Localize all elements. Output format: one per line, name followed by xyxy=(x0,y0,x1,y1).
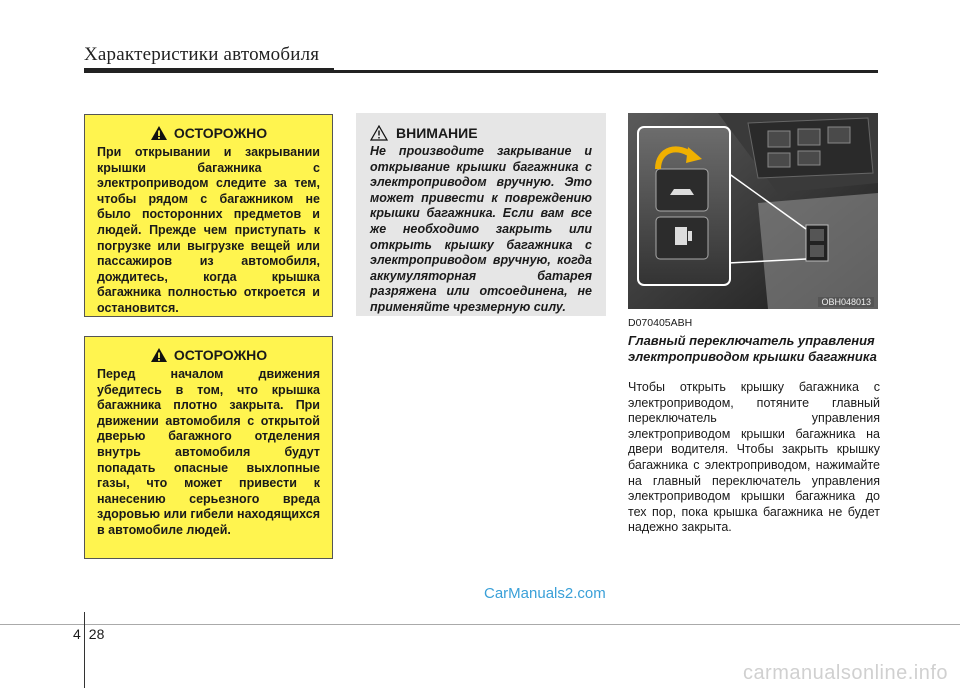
door-switch-photo xyxy=(628,113,878,309)
caution-text: Не производите закрывание и открывание крышки багажника с электроприводом вручную. Это может привести к повреждению крышки багажника. Если вам все же необходимо закрыть или открыть крышку багажника с электроприводом вручную, когда аккумуляторная батарея разряжена или отсоединена, не применяйте чрезмерную силу. xyxy=(370,144,592,314)
warning-triangle-icon xyxy=(150,125,168,141)
caution-triangle-icon xyxy=(370,125,388,141)
warning-triangle-icon xyxy=(150,347,168,363)
page-header-title: Характеристики автомобиля xyxy=(84,44,320,65)
page-number xyxy=(73,626,104,642)
warning-title-1 xyxy=(97,125,320,141)
page-number-value: 28 xyxy=(88,626,105,642)
caution-title xyxy=(370,125,592,141)
warning-title-text-1: ОСТОРОЖНО xyxy=(173,125,268,141)
warning-title-text-2: ОСТОРОЖНО xyxy=(173,347,268,363)
section-body: Чтобы открыть крышку багажника с электроприводом, потяните главный переключатель управления электроприводом крышки багажника на двери водителя. Чтобы закрыть крышку багажника с электроприводом, нажимайте на главный переключатель управления электроприводом крышки багажника до тех пор, пока крышка багажника не будет надежно закрыта. xyxy=(628,380,880,535)
caution-title-text: ВНИМАНИЕ xyxy=(396,125,478,141)
page-section-number: 4 xyxy=(73,626,81,642)
footer-rule xyxy=(0,624,960,625)
section-code: D070405ABH xyxy=(628,317,693,329)
watermark-link[interactable]: CarManuals2.com xyxy=(484,585,606,602)
section-heading: Главный переключатель управления электроприводом крышки багажника xyxy=(628,333,877,364)
caution-box xyxy=(356,113,606,316)
warning-text-1: При открывании и закрывании крышки багажника с электроприводом следите за тем, чтобы рядом с багажником не было посторонних предметов и людей. Прежде чем приступать к погрузке или выгрузке вещей или пассажиров из автомобиля, дождитесь, когда крышка багажника полностью откроется и остановится. xyxy=(97,145,320,315)
page-divider xyxy=(84,612,85,688)
footer-logo: carmanualsonline.info xyxy=(742,662,948,684)
warning-title-2 xyxy=(97,347,320,363)
door-panel-illustration xyxy=(628,113,878,309)
header-rule xyxy=(84,70,878,73)
warning-text-2: Перед началом движения убедитесь в том, что крышка багажника плотно закрыта. При движении автомобиля с открытой дверью багажного отделения внутрь автомобиля будут попадать опасные выхлопные газы, что может привести к нанесению серьезного вреда здоровью или гибели находящихся в автомобиле людей. xyxy=(97,367,320,537)
photo-code-label: OBH048013 xyxy=(818,297,874,307)
warning-box-1 xyxy=(84,114,333,317)
warning-box-2 xyxy=(84,336,333,559)
